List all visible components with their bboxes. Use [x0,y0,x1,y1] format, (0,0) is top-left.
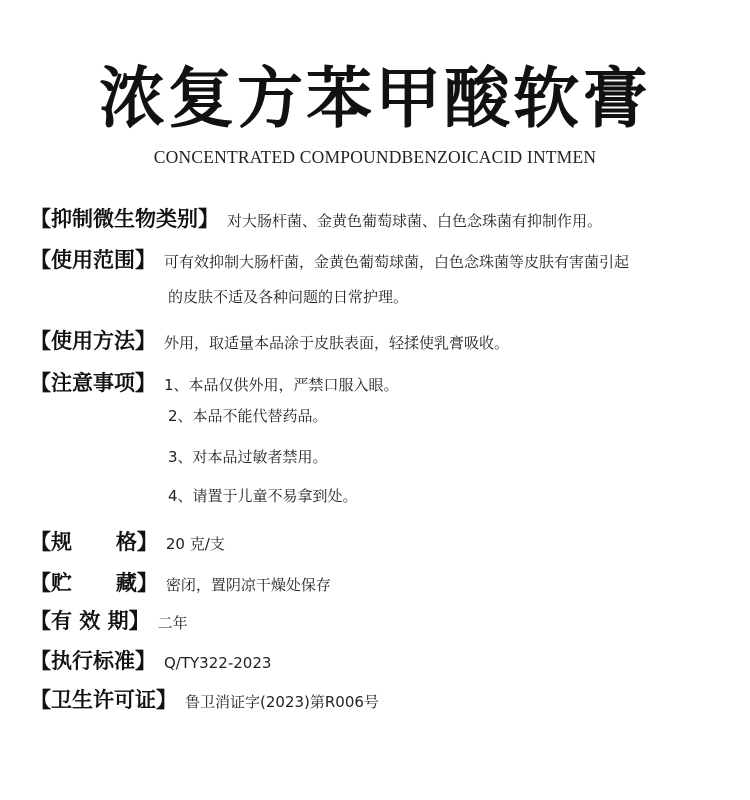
scope-row [30,244,629,274]
notes-label: 【注意事项】 [30,371,156,395]
inhibit-label: 【抑制微生物类别】 [30,207,219,231]
scope-value-line2: 的皮肤不适及各种问题的日常护理。 [168,288,409,306]
validity-value: 二年 [157,614,188,632]
product-subtitle-english: CONCENTRATED COMPOUNDBENZOICACID INTMEN [153,147,597,167]
inhibit-row [30,203,602,233]
notes-item: 1、本品仅供外用，严禁口服入眼。 [164,376,399,394]
license-label: 【卫生许可证】 [30,688,177,712]
validity-row [30,605,188,635]
spec-value: 20 克/支 [165,535,225,553]
standard-label: 【执行标准】 [30,649,156,673]
notes-item: 3、对本品过敏者禁用。 [168,448,328,466]
spec-label: 【规 格】 [30,530,158,554]
license-value: 鲁卫消证字(2023)第R006号 [185,693,379,711]
scope-label: 【使用范围】 [30,248,156,272]
standard-value: Q/TY322-2023 [164,654,272,672]
usage-label: 【使用方法】 [30,329,156,353]
inhibit-value: 对大肠杆菌、金黄色葡萄球菌、白色念珠菌有抑制作用。 [227,212,603,230]
notes-item: 4、请置于儿童不易拿到处。 [168,487,358,505]
validity-label: 【有 效 期】 [30,609,150,633]
usage-value: 外用，取适量本品涂于皮肤表面，轻揉使乳膏吸收。 [164,334,510,352]
notes-item: 2、本品不能代替药品。 [168,407,328,425]
scope-value-line1: 可有效抑制大肠杆菌，金黄色葡萄球菌，白色念珠菌等皮肤有害菌引起 [164,253,630,271]
license-row [30,684,379,714]
usage-row [30,325,509,355]
standard-row [30,645,271,675]
storage-row [30,567,331,597]
storage-value: 密闭，置阴凉干燥处保存 [165,576,331,594]
notes-row [30,367,399,397]
product-title: 浓复方苯甲酸软膏 [99,59,651,137]
spec-row [30,526,225,556]
storage-label: 【贮 藏】 [30,571,158,595]
